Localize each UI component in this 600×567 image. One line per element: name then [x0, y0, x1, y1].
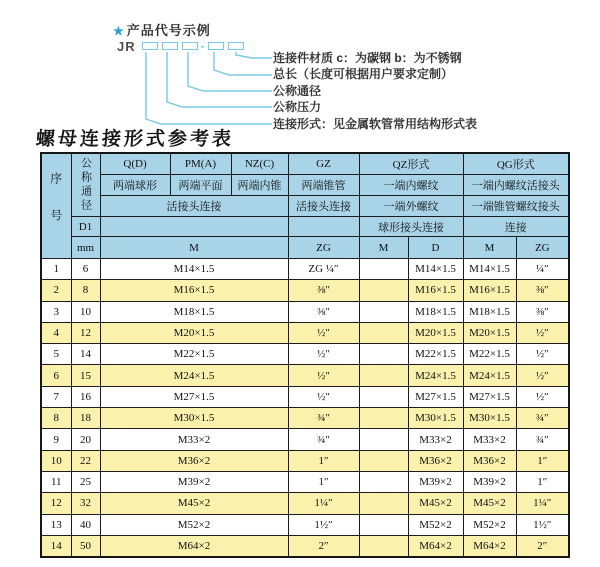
code-labels [273, 50, 477, 132]
cell-dn: 16 [71, 386, 100, 407]
cell-gz-zg: 1″ [288, 450, 359, 471]
code-label-nominal-pressure: 公称压力 [273, 100, 322, 115]
cell-qz-d: M22×1.5 [408, 344, 463, 365]
cell-gz-zg: 2″ [288, 535, 359, 556]
cell-qz-d: M20×1.5 [408, 322, 463, 343]
header-dn: 公称通径 [71, 153, 100, 217]
cell-m: M16×1.5 [100, 280, 288, 301]
cell-dn: 25 [71, 471, 100, 492]
header-empty-2 [288, 217, 359, 237]
cell-seq: 9 [41, 429, 71, 450]
header-qg-sub: 一端内螺纹活接头 [463, 174, 569, 195]
cell-qg-zg: ½″ [516, 386, 569, 407]
table-row [41, 259, 569, 280]
cell-gz-zg: 1¼″ [288, 493, 359, 514]
cell-gz-zg: ½″ [288, 322, 359, 343]
code-label-nominal-diameter: 公称通径 [273, 83, 322, 98]
cell-qg-m: M30×1.5 [463, 408, 516, 429]
cell-gz-zg: ¾″ [288, 429, 359, 450]
diagram-title-text: 产品代号示例 [126, 23, 211, 38]
cell-qg-zg: ⅜″ [516, 280, 569, 301]
leader-line-material [236, 52, 272, 58]
cell-qz-m [359, 301, 408, 322]
header-qz: QZ形式 [359, 153, 463, 174]
cell-m: M36×2 [100, 450, 288, 471]
cell-dn: 12 [71, 322, 100, 343]
cell-qg-m: M36×2 [463, 450, 516, 471]
nut-connection-table [40, 152, 570, 558]
header-qz-connection-2: 球形接头连接 [359, 217, 463, 237]
cell-dn: 8 [71, 280, 100, 301]
cell-seq: 2 [41, 280, 71, 301]
code-prefix: JR [117, 38, 136, 54]
cell-qg-zg: ½″ [516, 344, 569, 365]
table-row [41, 429, 569, 450]
cell-qg-zg: ⅜″ [516, 301, 569, 322]
cell-dn: 14 [71, 344, 100, 365]
cell-qg-m: M64×2 [463, 535, 516, 556]
header-pm: PM(A) [170, 153, 231, 174]
code-label-length: 总长（长度可根据用户要求定制） [273, 67, 454, 82]
table-row [41, 450, 569, 471]
cell-gz-zg: ZG ¼″ [288, 259, 359, 280]
cell-qg-m: M39×2 [463, 471, 516, 492]
cell-seq: 13 [41, 514, 71, 535]
header-qg: QG形式 [463, 153, 569, 174]
header-union-connection: 活接头连接 [100, 195, 288, 216]
header-qg-connection: 一端锥管螺纹接头 [463, 195, 569, 216]
cell-m: M45×2 [100, 493, 288, 514]
cell-seq: 11 [41, 471, 71, 492]
cell-seq: 3 [41, 301, 71, 322]
cell-dn: 18 [71, 408, 100, 429]
star-icon: ★ [113, 24, 125, 38]
cell-qz-d: M64×2 [408, 535, 463, 556]
header-q: Q(D) [100, 153, 170, 174]
code-separator: - [200, 39, 205, 53]
header-row-2 [41, 174, 569, 195]
cell-qg-m: M20×1.5 [463, 322, 516, 343]
header-nz: NZ(C) [231, 153, 288, 174]
cell-dn: 20 [71, 429, 100, 450]
cell-qz-d: M36×2 [408, 450, 463, 471]
cell-qg-zg: ¾″ [516, 429, 569, 450]
cell-qz-m [359, 322, 408, 343]
cell-qg-m: M14×1.5 [463, 259, 516, 280]
cell-m: M30×1.5 [100, 408, 288, 429]
header-empty-1 [100, 217, 288, 237]
cell-m: M14×1.5 [100, 259, 288, 280]
cell-qg-m: M27×1.5 [463, 386, 516, 407]
cell-qz-m [359, 365, 408, 386]
cell-qg-zg: 1″ [516, 471, 569, 492]
cell-dn: 10 [71, 301, 100, 322]
cell-qg-m: M22×1.5 [463, 344, 516, 365]
cell-qg-zg: 1½″ [516, 514, 569, 535]
cell-qz-m [359, 493, 408, 514]
cell-qz-d: M18×1.5 [408, 301, 463, 322]
cell-seq: 1 [41, 259, 71, 280]
cell-seq: 6 [41, 365, 71, 386]
header-qz-m: M [359, 237, 408, 259]
cell-dn: 50 [71, 535, 100, 556]
cell-seq: 14 [41, 535, 71, 556]
cell-qg-m: M24×1.5 [463, 365, 516, 386]
cell-qg-m: M18×1.5 [463, 301, 516, 322]
header-gz-zg: ZG [288, 237, 359, 259]
header-gz-connection: 活接头连接 [288, 195, 359, 216]
cell-qg-zg: 2″ [516, 535, 569, 556]
cell-qz-m [359, 471, 408, 492]
cell-m: M52×2 [100, 514, 288, 535]
header-row-4 [41, 217, 569, 237]
cell-gz-zg: ⅜″ [288, 301, 359, 322]
table-row [41, 386, 569, 407]
leader-line-length [214, 52, 272, 75]
cell-qg-zg: ½″ [516, 322, 569, 343]
table-row [41, 535, 569, 556]
cell-seq: 4 [41, 322, 71, 343]
table-title: 螺母连接形式参考表 [35, 128, 235, 150]
header-row-3 [41, 195, 569, 216]
table-row [41, 301, 569, 322]
cell-m: M18×1.5 [100, 301, 288, 322]
header-pm-sub: 两端平面 [170, 174, 231, 195]
cell-gz-zg: ½″ [288, 365, 359, 386]
cell-qz-d: M27×1.5 [408, 386, 463, 407]
cell-gz-zg: ½″ [288, 386, 359, 407]
cell-qz-d: M30×1.5 [408, 408, 463, 429]
table-row [41, 280, 569, 301]
header-m-group: M [100, 237, 288, 259]
cell-m: M39×2 [100, 471, 288, 492]
cell-qg-zg: 1″ [516, 450, 569, 471]
cell-qg-zg: ¾″ [516, 408, 569, 429]
cell-qz-m [359, 429, 408, 450]
cell-gz-zg: ⅜″ [288, 280, 359, 301]
header-d1: D1 [71, 217, 100, 237]
cell-seq: 10 [41, 450, 71, 471]
cell-qz-d: M14×1.5 [408, 259, 463, 280]
cell-m: M20×1.5 [100, 322, 288, 343]
table-row [41, 514, 569, 535]
header-qg-zg: ZG [516, 237, 569, 259]
code-label-connection-form: 连接形式：见金属软管常用结构形式表 [273, 116, 478, 131]
cell-gz-zg: ¾″ [288, 408, 359, 429]
header-q-sub: 两端球形 [100, 174, 170, 195]
cell-qz-d: M24×1.5 [408, 365, 463, 386]
header-qg-connection-2: 连接 [463, 217, 569, 237]
cell-dn: 15 [71, 365, 100, 386]
header-row-5 [41, 237, 569, 259]
table-row [41, 493, 569, 514]
cell-qz-m [359, 280, 408, 301]
header-qz-connection: 一端外螺纹 [359, 195, 463, 216]
header-qz-d: D [408, 237, 463, 259]
cell-qg-zg: ¼″ [516, 259, 569, 280]
cell-dn: 22 [71, 450, 100, 471]
cell-seq: 12 [41, 493, 71, 514]
cell-m: M33×2 [100, 429, 288, 450]
header-row-1 [41, 153, 569, 174]
header-qg-m: M [463, 237, 516, 259]
cell-seq: 7 [41, 386, 71, 407]
cell-qz-d: M16×1.5 [408, 280, 463, 301]
cell-gz-zg: 1″ [288, 471, 359, 492]
header-seq: 序号 [41, 153, 71, 259]
leader-line-pressure [167, 52, 272, 107]
cell-m: M27×1.5 [100, 386, 288, 407]
cell-qz-d: M33×2 [408, 429, 463, 450]
leader-line-form [146, 52, 272, 124]
cell-qz-d: M45×2 [408, 493, 463, 514]
code-label-material: 连接件材质 c：为碳钢 b：为不锈钢 [273, 51, 462, 65]
cell-gz-zg: ½″ [288, 344, 359, 365]
cell-dn: 40 [71, 514, 100, 535]
header-gz-sub: 两端锥管 [288, 174, 359, 195]
cell-m: M24×1.5 [100, 365, 288, 386]
cell-qg-m: M16×1.5 [463, 280, 516, 301]
cell-qg-zg: ½″ [516, 365, 569, 386]
cell-qz-m [359, 535, 408, 556]
cell-gz-zg: 1½″ [288, 514, 359, 535]
cell-dn: 6 [71, 259, 100, 280]
table-row [41, 322, 569, 343]
cell-seq: 8 [41, 408, 71, 429]
cell-qg-m: M45×2 [463, 493, 516, 514]
cell-qg-zg: 1¼″ [516, 493, 569, 514]
table-row [41, 408, 569, 429]
cell-qz-m [359, 386, 408, 407]
cell-qz-m [359, 259, 408, 280]
cell-qz-m [359, 514, 408, 535]
cell-m: M64×2 [100, 535, 288, 556]
cell-dn: 32 [71, 493, 100, 514]
header-mm: mm [71, 237, 100, 259]
cell-m: M22×1.5 [100, 344, 288, 365]
header-nz-sub: 两端内锥 [231, 174, 288, 195]
table-row [41, 344, 569, 365]
cell-qg-m: M33×2 [463, 429, 516, 450]
table-row [41, 471, 569, 492]
cell-qz-m [359, 450, 408, 471]
cell-qg-m: M52×2 [463, 514, 516, 535]
cell-qz-d: M52×2 [408, 514, 463, 535]
cell-seq: 5 [41, 344, 71, 365]
header-gz: GZ [288, 153, 359, 174]
cell-qz-d: M39×2 [408, 471, 463, 492]
table-row [41, 365, 569, 386]
header-qz-sub: 一端内螺纹 [359, 174, 463, 195]
cell-qz-m [359, 408, 408, 429]
cell-qz-m [359, 344, 408, 365]
